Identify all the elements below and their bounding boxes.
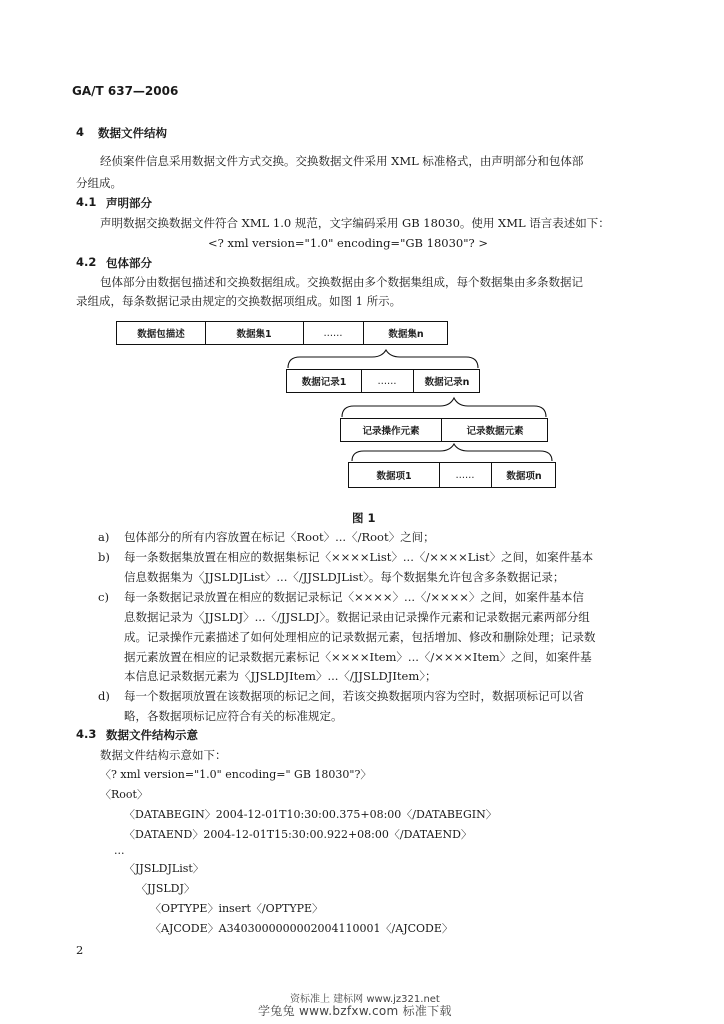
code-line: 〈JJSLDJ〉 [136,882,195,895]
ellipsis-cell: …… [455,469,475,481]
section-4-title: 数据文件结构 [98,126,167,140]
code-line: 〈? xml version="1.0" encoding=" GB 18030"?〉 [100,768,372,781]
code-line: 〈OPTYPE〉insert〈/OPTYPE〉 [150,902,324,915]
section-41-number: 4.1 [76,195,97,209]
list-item-d-line: 每一个数据项放置在该数据项的标记之间，若该交换数据项内容为空时，数据项标记可以省 [124,689,584,703]
code-line: 〈JJSLDJList〉 [124,862,204,875]
list-item-b-label: b) [98,550,110,564]
record-operation-element-cell: 记录操作元素 [362,426,420,437]
code-line: 〈AJCODE〉A3403000000002004110001〈/AJCODE〉 [150,922,453,935]
list-item-b-line: 信息数据集为〈JJSLDJList〉...〈/JJSLDJList〉。每个数据集允许包含多条数据记录； [124,570,565,584]
data-item-1-cell: 数据项1 [376,471,412,482]
data-record-1-cell: 数据记录1 [301,377,347,388]
record-data-element-cell: 记录数据元素 [466,426,524,437]
brace-2 [342,398,546,417]
list-item-c-line: 每一条数据记录放置在相应的数据记录标记〈××××〉...〈/××××〉之间，如案件基本信 [124,590,584,604]
data-record-n-cell: 数据记录n [424,377,470,388]
code-line: ... [114,844,125,857]
section-4-intro-line1: 经侦案件信息采用数据文件方式交换。交换数据文件采用 XML 标准格式，由声明部分和包体部 [100,154,584,168]
data-package-description-cell: 数据包描述 [137,329,185,340]
list-item-d-line: 略，各数据项标记应符合有关的标准规定。 [124,709,343,723]
brace-3 [352,444,552,461]
section-43-number: 4.3 [76,727,97,741]
page-number: 2 [76,943,84,957]
section-41-text: 声明数据交换数据文件符合 XML 1.0 规范，文字编码采用 GB 18030。使用 XML 语言表述如下： [100,216,610,230]
list-item-d-label: d) [98,689,110,703]
list-item-c-label: c) [98,590,109,604]
list-item-c-line: 息数据记录为〈JJSLDJ〉...〈/JJSLDJ〉。数据记录由记录操作元素和记录数据元素两部分组 [124,610,590,624]
section-42-line2: 录组成，每条数据记录由规定的交换数据项组成。如图 1 所示。 [76,294,402,308]
list-item-c-line: 本信息记录数据元素为〈JJSLDJItem〉...〈/JJSLDJItem〉； [124,669,437,683]
code-line: 〈DATAEND〉2004-12-01T15:30:00.922+08:00〈/DATAEND〉 [124,828,472,841]
list-item-c-line: 据元素放置在相应的记录数据元素标记〈××××Item〉...〈/××××Item〉之间，如案件基 [124,650,592,664]
standard-number: GA/T 637—2006 [72,84,179,98]
list-item-c-line: 成。记录操作元素描述了如何处理相应的记录数据元素，包括增加、修改和删除处理；记录数 [124,630,596,644]
ellipsis-cell: …… [323,327,343,339]
brace-1 [288,350,478,368]
section-42-number: 4.2 [76,255,97,269]
footer-link-line2[interactable]: 学兔兔 www.bzfxw.com 标准下载 [258,1004,452,1018]
section-43-title: 数据文件结构示意 [106,728,198,742]
list-item-a-line: 包体部分的所有内容放置在标记〈Root〉...〈/Root〉之间； [124,530,435,544]
section-41-title: 声明部分 [106,196,152,210]
section-42-title: 包体部分 [106,256,152,270]
section-42-line1: 包体部分由数据包描述和交换数据组成。交换数据由多个数据集组成，每个数据集由多条数据记 [100,275,583,289]
dataset-n-cell: 数据集n [388,329,424,340]
section-4-intro-line2: 分组成。 [76,176,122,190]
section-4-number: 4 [76,125,85,139]
figure-caption: 图 1 [352,511,376,525]
xml-declaration: <? xml version="1.0" encoding="GB 18030"? > [208,236,488,250]
dataset-1-cell: 数据集1 [236,329,272,340]
footer-link-line1[interactable]: 资标准上 建标网 www.jz321.net [290,994,440,1005]
list-item-a-label: a) [98,530,110,544]
section-43-text: 数据文件结构示意如下： [100,748,227,762]
code-line: 〈DATABEGIN〉2004-12-01T10:30:00.375+08:00〈/DATABEGIN〉 [124,808,497,821]
code-line: 〈Root〉 [100,788,148,801]
data-item-n-cell: 数据项n [506,471,542,482]
list-item-b-line: 每一条数据集放置在相应的数据集标记〈××××List〉...〈/××××List〉之间，如案件基本 [124,550,594,564]
ellipsis-cell: …… [377,375,397,387]
